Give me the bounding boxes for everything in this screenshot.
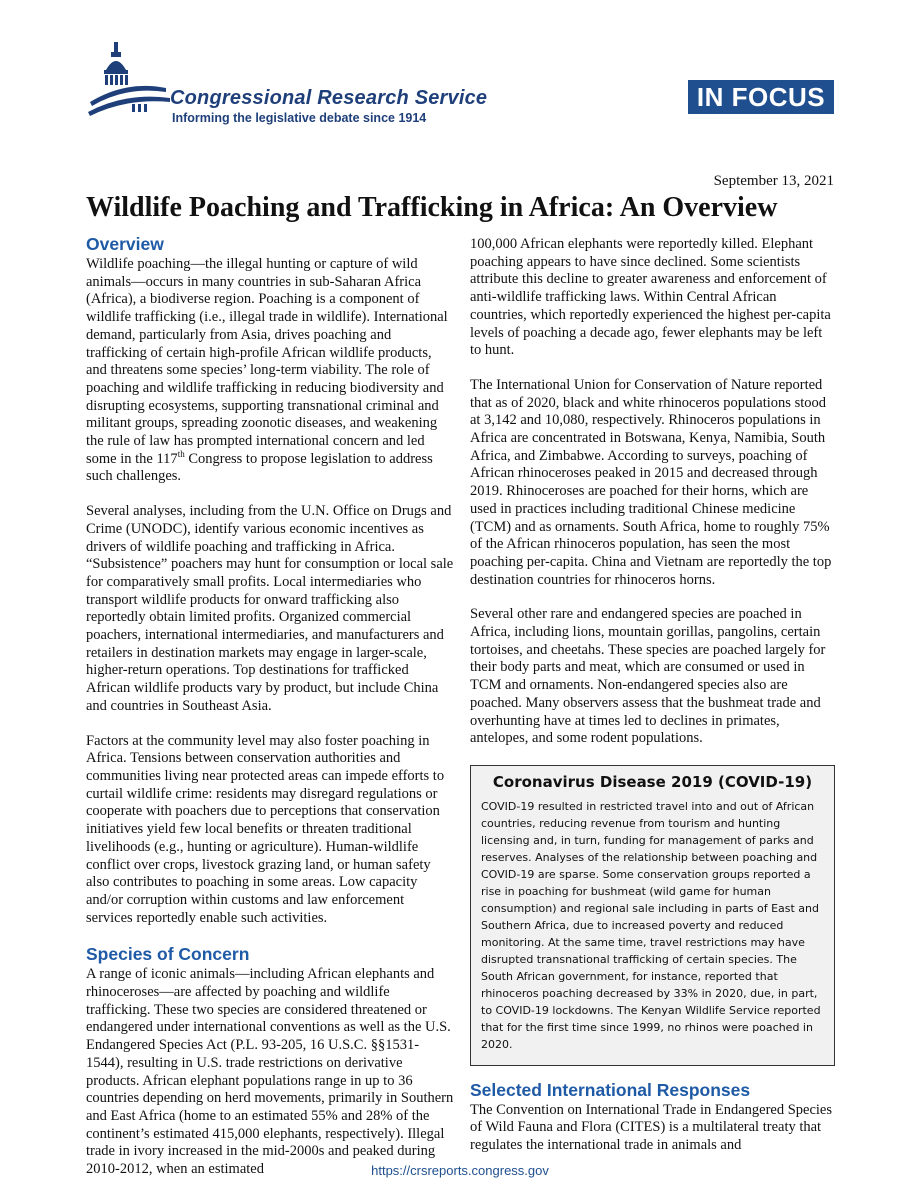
overview-paragraph-1 bbox=[86, 256, 454, 486]
overview-p1-text-end: Congress to propose legislation to address such challenges. bbox=[86, 450, 433, 485]
species-heading: Species of Concern bbox=[86, 944, 250, 965]
responses-paragraph-1: The Convention on International Trade in Endangered Species of Wild Fauna and Flora (CITES) is a multilateral treaty that regulates the international trade in animals and bbox=[470, 1101, 833, 1154]
ordinal-suffix: th bbox=[177, 448, 185, 459]
species-paragraph-3: The International Union for Conservation of Nature reported that as of 2020, black and white rhinoceros populations stood at 3,142 and 10,080, respectively. Rhinoceros populations in Africa are concentrated in Botswana, Kenya, Namibia, South Africa, and Zimbabwe. According to surveys, poaching of African rhinoceroses peaked in 2015 and decreased through 2019. Rhinoceroses are poached for their horns, which are used in practices including traditional Chinese medicine (TCM) and as ornaments. South Africa, home to roughly 75% of the African rhinoceros population, has seen the most poaching per-capita. China and Vietnam are reportedly the top destination countries for rhinoceros horns. bbox=[470, 376, 832, 588]
overview-paragraph-3: Factors at the community level may also foster poaching in Africa. Tensions between conservation authorities and communities living near protected areas can impede efforts to curtail wildlife crime: residents may disregard regulations or cooperate with poachers due to perceptions that conservation initiatives yield few local benefits or threaten traditional livelihoods (e.g., hunting or agriculture). Human-wildlife conflict over crops, livestock grazing land, or human safety also contributes to poaching in some areas. Low capacity and/or corruption within customs and law enforcement services reportedly enable such activities. bbox=[86, 732, 445, 926]
left-column bbox=[86, 234, 454, 1179]
overview-paragraph-2: Several analyses, including from the U.N. Office on Drugs and Crime (UNODC), identify various economic incentives as drivers of wildlife poaching and trafficking in Africa. “Subsistence” poachers may hunt for consumption or local sale for comparatively small profits. Local intermediaries who transport wildlife products for onward trafficking also reportedly obtain limited profits. Organized commercial poachers, international intermediaries, and manufacturers and retailers in destination markets may engage in larger-scale, higher-return operations. Top destinations for trafficked African wildlife products vary by product, but include China and countries in Southeast Asia. bbox=[86, 503, 454, 714]
footer-link[interactable]: https://crsreports.congress.gov bbox=[371, 1163, 549, 1178]
covid-box-text: COVID-19 resulted in restricted travel into and out of African countries, reducing revenue from tourism and hunting licensing and, in turn, funding for management of parks and reserves. Analyses of the relationship between poaching and COVID-19 are sparse. Some conservation groups reported a rise in poaching for bushmeat (wild game for human consumption) and regional sale including in parts of East and Southern Africa, due to increased poverty and reduced monitoring. At the same time, travel restrictions may have disrupted transnational trafficking of certain species. The South African government, for instance, reported that rhinoceros poaching decreased by 33% in 2020, due, in part, to COVID-19 lockdowns. The Kenyan Wildlife Service reported that for the first time since 1999, no rhinos were poached in 2020. bbox=[481, 799, 821, 1051]
in-focus-badge: IN FOCUS bbox=[688, 80, 834, 114]
page-title: Wildlife Poaching and Trafficking in Africa: An Overview bbox=[86, 192, 778, 223]
responses-heading: Selected International Responses bbox=[470, 1079, 751, 1100]
species-paragraph-2: 100,000 African elephants were reportedly killed. Elephant poaching appears to have since declined. Some scientists attribute this decline to greater awareness and enforcement of anti-wildlife trafficking laws. Within Central African countries, which reportedly experienced the highest per-capita levels of poaching a decade ago, fewer elephants may be left to hunt. bbox=[470, 236, 831, 359]
right-column bbox=[470, 236, 835, 1155]
species-paragraph-1: A range of iconic animals—including African elephants and rhinoceroses—are affected by poaching and wildlife trafficking. These two species are considered threatened or endangered under international conventions as well as the U.S. Endangered Species Act (P.L. 93-205, 16 U.S.C. §§1531-1544), resulting in U.S. trade restrictions on derivative products. African elephant populations range in up to 36 countries depending on herd movements, primarily in Southern and East Africa (home to an estimated 55% and 28% of the continent’s estimated 415,000 elephants, respectively). Illegal trade in ivory increased in the mid-2000s and peaked during 2010-2012, when an estimated bbox=[86, 966, 454, 1178]
capitol-dome-icon bbox=[86, 40, 176, 130]
overview-heading: Overview bbox=[86, 234, 164, 254]
org-name: Congressional Research Service bbox=[170, 87, 488, 109]
publication-date: September 13, 2021 bbox=[713, 173, 834, 189]
covid-box-title: Coronavirus Disease 2019 (COVID-19) bbox=[492, 772, 813, 791]
org-tagline: Informing the legislative debate since 1914 bbox=[172, 111, 427, 125]
overview-p1-text: Wildlife poaching—the illegal hunting or capture of wild animals—occurs in many countries in sub-Saharan Africa (Africa), a biodiverse region. Poaching is a component of wildlife trafficking (i.e., illegal trade in wildlife). International demand, particularly from Asia, drives poaching and trafficking of certain high-profile African wildlife products, and threatens some species’ long-term viability. The role of poaching and wildlife trafficking in reducing biodiversity and disrupting ecosystems, supporting transnational criminal and militant groups, spreading zoonotic diseases, and weakening the rule of law has prompted international concern and led some in the 117 bbox=[86, 256, 448, 467]
species-paragraph-4: Several other rare and endangered species are poached in Africa, including lions, mountain gorillas, pangolins, certain tortoises, and cheetahs. These species are poached largely for their body parts and meat, which are consumed or used in TCM and ornaments. Non-endangered species also are poached. Many observers assess that the bushmeat trade and overhunting have at times led to declines in primates, antelopes, and some rodent populations. bbox=[470, 606, 826, 747]
covid-sidebar-box bbox=[470, 765, 835, 1066]
